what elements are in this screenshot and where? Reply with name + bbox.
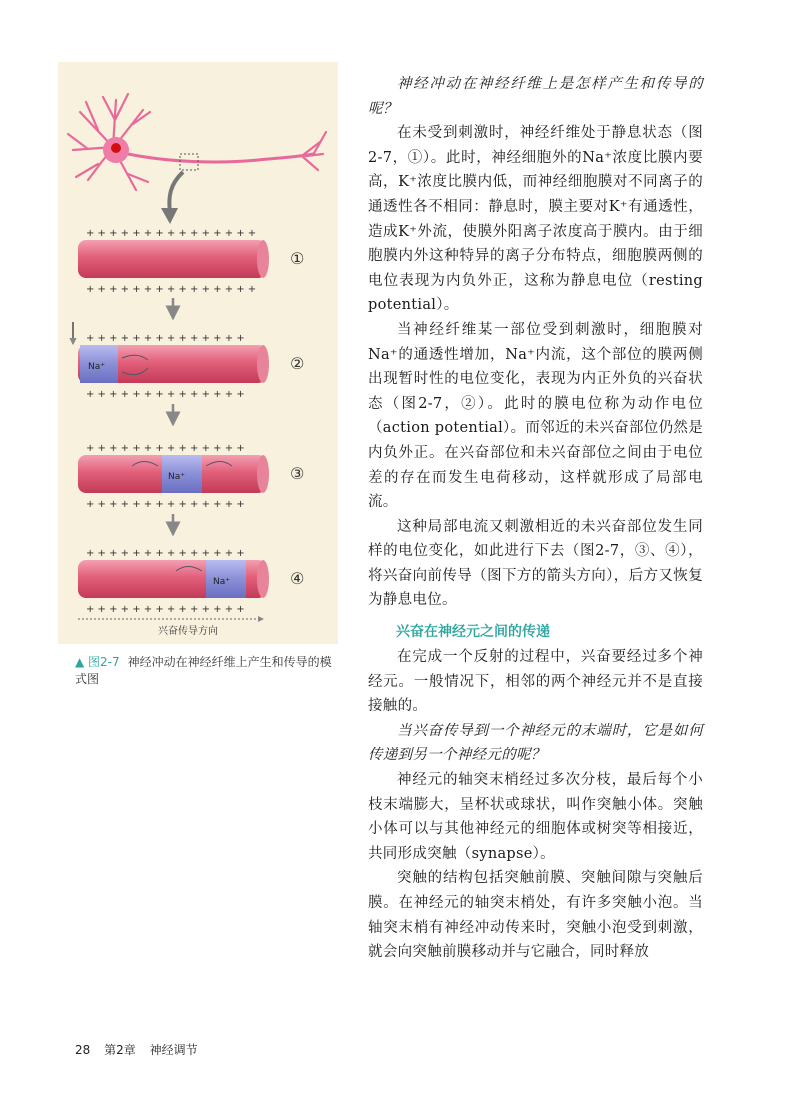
figure-panel	[58, 62, 338, 644]
fiber-state-4	[78, 548, 269, 615]
figure-caption: ▲ 图2-7 神经冲动在神经纤维上产生和传导的模式图	[75, 655, 332, 686]
caption-tag: 图2-7	[88, 655, 120, 669]
page-number: 28	[75, 1043, 91, 1057]
label-1: ①	[290, 249, 305, 268]
paragraph-synapse: 神经元的轴突末梢经过多次分枝，最后每个小枝末端膨大，呈杯状或球状，叫作突触小体。突触小体可以与其他神经元的细胞体或树突等相接近，共同形成突触（synapse）。	[368, 772, 703, 862]
paragraph-structure: 突触的结构包括突触前膜、突触间隙与突触后膜。在神经元的轴突末梢处，有许多突触小泡。当轴突末梢有神经冲动传来时，突触小泡受到刺激，就会向突触前膜移动并与它融合，同时释放	[368, 870, 703, 961]
svg-text:+ + + + + + + + + + + + + +: + + + + + + + + + + + + + +	[86, 499, 245, 510]
label-4: ④	[290, 569, 305, 588]
nerve-impulse-figure	[58, 62, 338, 644]
paragraph-resting: 在未受到刺激时，神经纤维处于静息状态（图2-7，①）。此时，神经细胞外的Na⁺浓度比膜内要高，K⁺浓度比膜内低，而神经细胞膜对不同离子的通透性各不相同：静息时，膜主要对K⁺有通透性，造成K⁺外流，使膜外阳离子浓度高于膜内。由于细胞膜内外这种特异的离子分布特点，细胞膜两侧的电位表现为内负外正，这称为静息电位（resting potential）。	[368, 125, 703, 314]
paragraph-neurons: 在完成一个反射的过程中，兴奋要经过多个神经元。一般情况下，相邻的两个神经元并不是直接接触的。	[368, 649, 703, 715]
svg-text:+ + + + + + + + + + + + + +: + + + + + + + + + + + + + +	[86, 548, 245, 559]
svg-text:Na⁺: Na⁺	[88, 362, 105, 372]
svg-text:+ + + + + + + + + + + + + +: + + + + + + + + + + + + + +	[86, 333, 245, 344]
svg-text:+ + + + + + + + + + + + + +: + + + + + + + + + + + + + +	[86, 389, 245, 400]
svg-text:Na⁺: Na⁺	[168, 472, 185, 482]
label-2: ②	[290, 354, 305, 373]
main-text	[368, 72, 703, 965]
page-footer	[75, 1041, 208, 1058]
fiber-state-3	[78, 443, 269, 510]
fiber-state-1	[78, 228, 269, 295]
svg-text:+ + + + + + + + + + + + + + +: + + + + + + + + + + + + + + +	[86, 228, 257, 239]
direction-label: 兴奋传导方向	[158, 626, 218, 637]
svg-text:+ + + + + + + + + + + + + + +: + + + + + + + + + + + + + + +	[86, 284, 257, 295]
label-3: ③	[290, 464, 305, 483]
svg-text:+ + + + + + + + + + + + + +: + + + + + + + + + + + + + +	[86, 604, 245, 615]
section-heading: 兴奋在神经元之间的传递	[396, 624, 550, 641]
paragraph-action: 当神经纤维某一部位受到刺激时，细胞膜对Na⁺的通透性增加，Na⁺内流，这个部位的膜两侧出现暂时性的电位变化，表现为内正外负的兴奋状态（图2-7，②）。此时的膜电位称为动作电位（action potential）。而邻近的未兴奋部位仍然是内负外正。在兴奋部位和未兴奋部位之间由于电位差的存在而发生电荷移动，这样就形成了局部电流。	[368, 321, 703, 511]
paragraph-question-2: 当兴奋传导到一个神经元的末端时，它是如何传递到另一个神经元的呢？	[368, 722, 703, 764]
svg-text:+ + + + + + + + + + + + + +: + + + + + + + + + + + + + +	[86, 443, 245, 454]
chapter-title: 神经调节	[149, 1043, 198, 1057]
paragraph-propagation: 这种局部电流又刺激相近的未兴奋部位发生同样的电位变化，如此进行下去（图2-7，③、④），将兴奋向前传导（图下方的箭头方向），后方又恢复为静息电位。	[368, 518, 703, 609]
fiber-state-2	[73, 322, 269, 400]
svg-text:Na⁺: Na⁺	[213, 577, 230, 587]
caption-text: 神经冲动在神经纤维上产生和传导的模式图	[75, 655, 332, 686]
paragraph-question-1: 神经冲动在神经纤维上是怎样产生和传导的呢？	[368, 76, 703, 117]
neuron-illustration	[68, 94, 326, 190]
chapter-number: 第2章	[104, 1043, 136, 1057]
